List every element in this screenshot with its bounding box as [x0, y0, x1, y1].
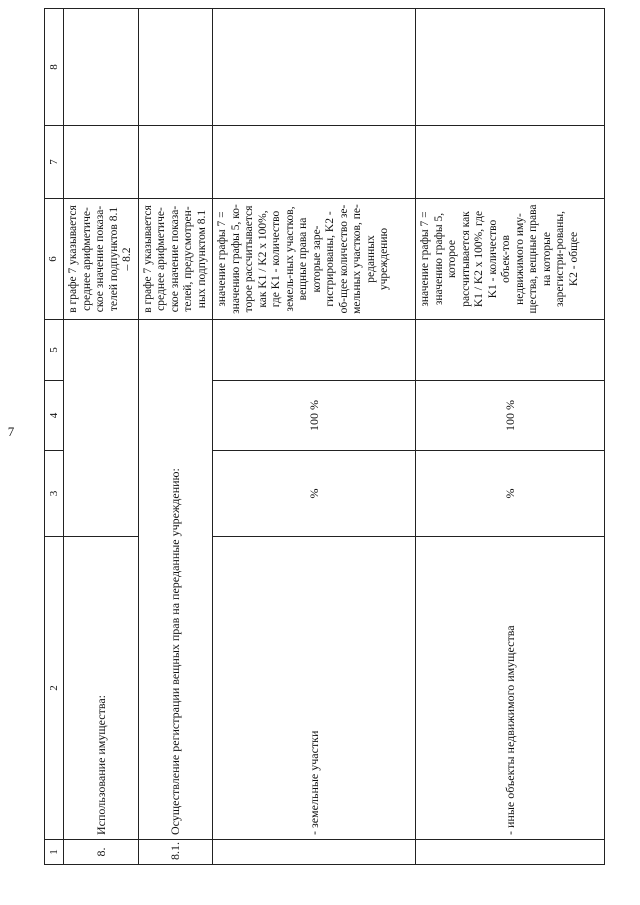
empty-cell [138, 126, 213, 199]
row-unit: % [213, 451, 416, 537]
row-note: в графе 7 указывается среднее арифметиче-ское значение показа-телей подпунктов 8.1 – 8.2 [64, 199, 139, 320]
col-header-7: 7 [45, 126, 64, 199]
page-number: 7 [7, 424, 15, 439]
empty-cell [213, 9, 416, 126]
empty-cell [64, 320, 139, 537]
empty-cell [416, 320, 605, 381]
empty-cell [213, 320, 416, 381]
col-header-3: 3 [45, 451, 64, 537]
empty-cell [138, 9, 213, 126]
row-target: 100 % [213, 381, 416, 451]
empty-cell [213, 126, 416, 199]
col-header-2: 2 [45, 537, 64, 840]
row-note-prefix: значение графы 7 = значению графы 5, которое рассчитывается как K [419, 211, 485, 308]
col-header-4: 4 [45, 381, 64, 451]
indicator-table [44, 8, 605, 865]
table-row [138, 9, 213, 865]
row-name: Использование имущества: [64, 537, 139, 840]
empty-cell [64, 9, 139, 126]
row-name: - земельные участки [213, 537, 416, 840]
empty-cell [416, 9, 605, 126]
col-header-1: 1 [45, 840, 64, 865]
row-note: в графе 7 указывается среднее арифметиче-ское значение показа-телей, предусмотрен-ных подпунктом 8.1 [138, 199, 213, 320]
table-row [213, 9, 416, 865]
row-target: 100 % [416, 381, 605, 451]
table-row [64, 9, 139, 865]
row-number: 8. [64, 840, 139, 865]
row-note [213, 199, 416, 320]
table-region [44, 33, 640, 860]
row-name: Осуществление регистрации вещных прав на переданные учреждению: [138, 320, 213, 840]
row-name: - иные объекты недвижимого имущества [416, 537, 605, 840]
row-note [416, 199, 605, 320]
rotated-table-wrapper [44, 33, 584, 865]
column-number-row [45, 9, 64, 865]
empty-cell [416, 840, 605, 865]
col-header-6: 6 [45, 199, 64, 320]
col-header-5: 5 [45, 320, 64, 381]
row-note-prefix: значение графы 7 = значению графы 5, ко-торое рассчитывается как K [216, 204, 269, 314]
empty-cell [213, 840, 416, 865]
row-note-formula: 1 / K2 x 100%, где K1 - количество земель-ных участков, вещные права на которые заре-гистрированы, K2 - об-щее количество зе-мельных участков, пе-реданных учреждению [256, 204, 390, 314]
table-row [416, 9, 605, 865]
empty-cell [64, 126, 139, 199]
row-note-formula: 1 / K2 x 100%, где K1 - количество объек-тов недвижимого иму-щества, вещные права на которые зарегистри-рованы, K2 - общее [473, 204, 580, 314]
row-number: 8.1. [138, 840, 213, 865]
empty-cell [416, 126, 605, 199]
row-unit: % [416, 451, 605, 537]
col-header-8: 8 [45, 9, 64, 126]
